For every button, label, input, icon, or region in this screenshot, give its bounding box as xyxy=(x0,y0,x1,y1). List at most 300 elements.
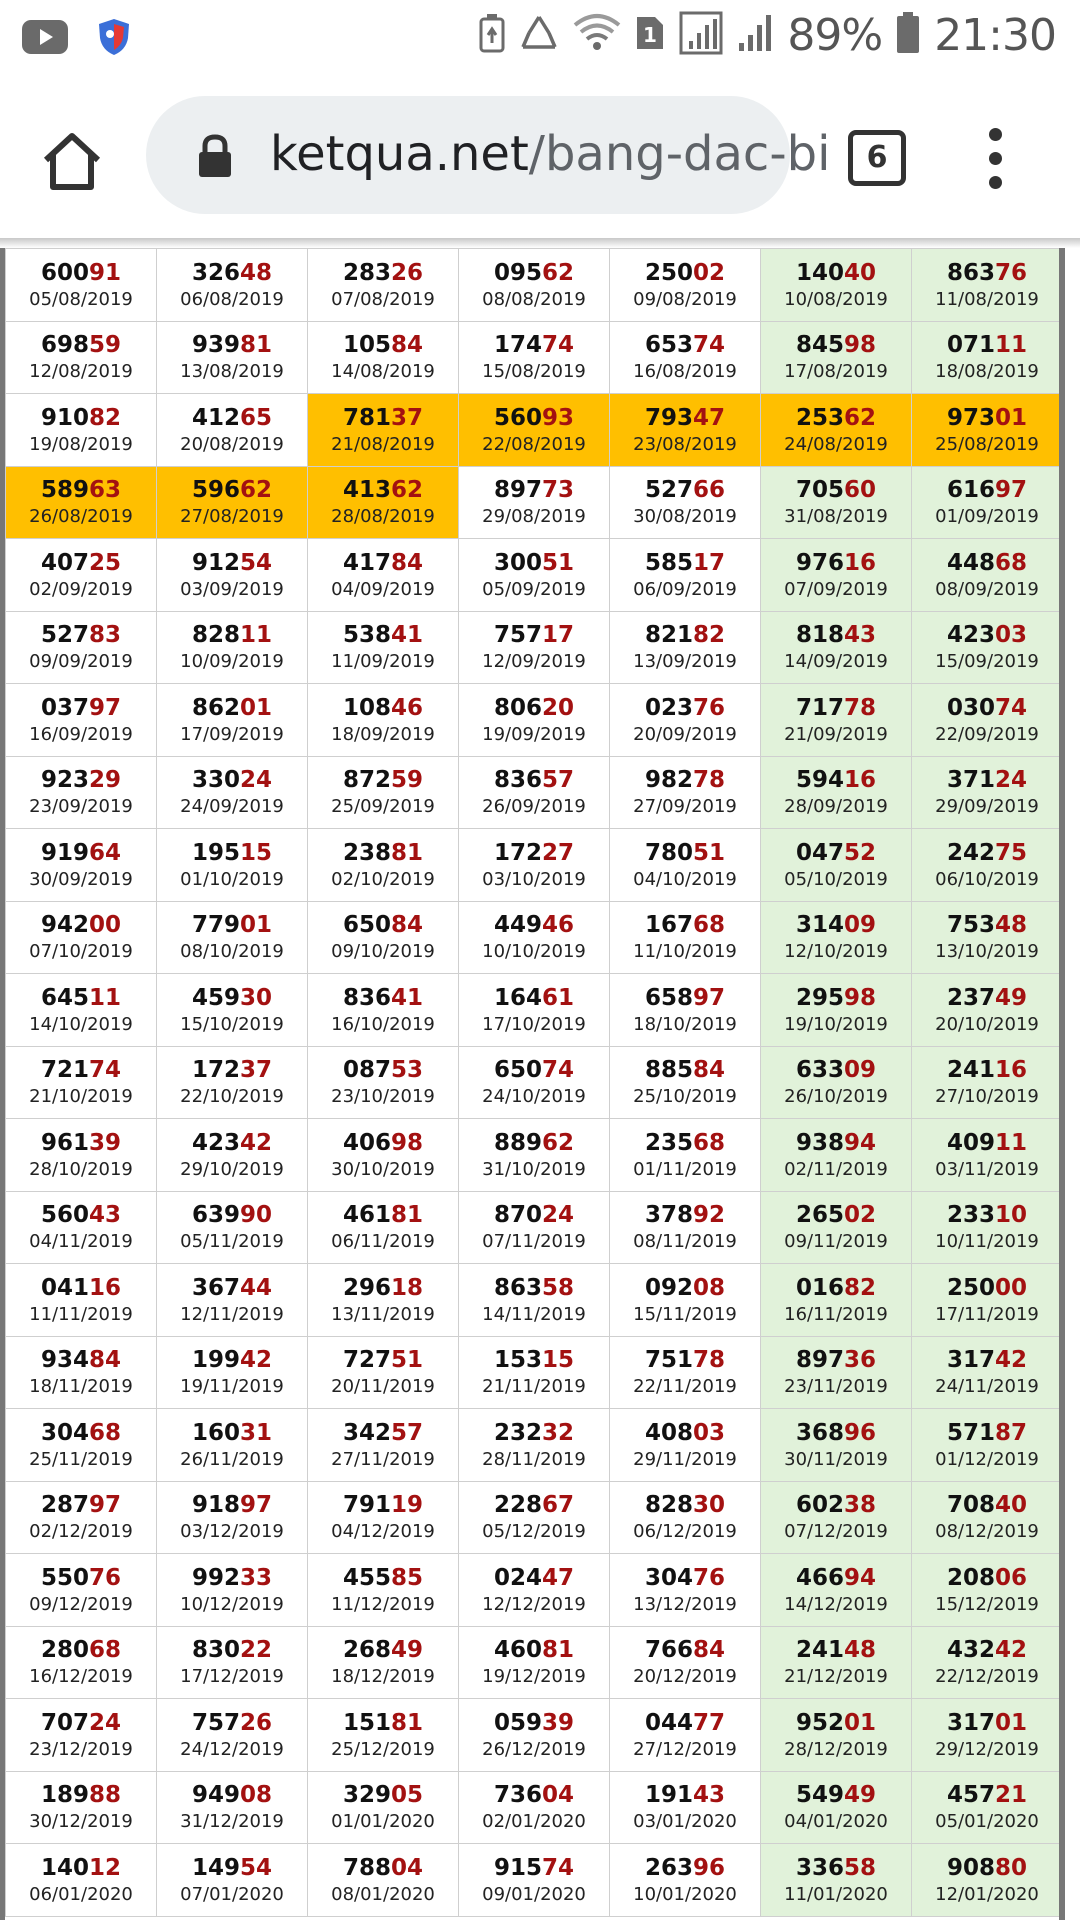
result-cell xyxy=(912,756,1063,829)
result-date: 21/08/2019 xyxy=(331,433,435,455)
result-cell xyxy=(761,829,912,902)
result-number-head: 751 xyxy=(644,1347,693,1374)
result-date: 16/08/2019 xyxy=(633,361,737,383)
result-number-head: 863 xyxy=(493,1274,542,1301)
result-number-tail: 84 xyxy=(89,1347,122,1374)
result-number xyxy=(761,983,911,1013)
result-number-tail: 25 xyxy=(89,549,122,576)
result-cell xyxy=(157,1844,308,1917)
result-number xyxy=(610,1563,760,1593)
result-number-tail: 43 xyxy=(89,1202,122,1229)
result-number xyxy=(610,620,760,650)
result-number-head: 250 xyxy=(946,1274,995,1301)
result-number xyxy=(308,1780,458,1810)
result-number-head: 268 xyxy=(342,1637,391,1664)
result-number-tail: 01 xyxy=(844,1709,877,1736)
result-number-head: 195 xyxy=(191,839,240,866)
result-number-tail: 60 xyxy=(844,477,877,504)
url-bar[interactable] xyxy=(146,96,831,214)
result-number-head: 650 xyxy=(342,912,391,939)
result-number-tail: 67 xyxy=(542,1492,575,1519)
result-number-head: 550 xyxy=(40,1564,89,1591)
table-row xyxy=(6,1119,1063,1192)
result-date: 17/09/2019 xyxy=(180,723,284,745)
result-number xyxy=(308,403,458,433)
result-number-head: 645 xyxy=(40,984,89,1011)
home-button[interactable] xyxy=(40,130,104,194)
result-cell xyxy=(6,756,157,829)
result-cell xyxy=(308,901,459,974)
result-number-head: 409 xyxy=(946,1129,995,1156)
result-number-head: 753 xyxy=(946,912,995,939)
result-number-head: 633 xyxy=(795,1057,844,1084)
result-number xyxy=(912,403,1062,433)
result-number-tail: 62 xyxy=(844,404,877,431)
result-date: 20/11/2019 xyxy=(331,1376,435,1398)
result-cell xyxy=(157,1046,308,1119)
result-number-head: 717 xyxy=(795,694,844,721)
result-number xyxy=(761,475,911,505)
result-number-head: 233 xyxy=(946,1202,995,1229)
result-number-head: 265 xyxy=(795,1202,844,1229)
result-cell xyxy=(610,1771,761,1844)
result-number-head: 087 xyxy=(342,1057,391,1084)
result-cell xyxy=(761,539,912,612)
result-number-tail: 08 xyxy=(693,1274,726,1301)
result-date: 06/11/2019 xyxy=(331,1231,435,1253)
result-number xyxy=(157,1418,307,1448)
result-date: 24/12/2019 xyxy=(180,1738,284,1760)
result-cell xyxy=(157,611,308,684)
result-number-head: 596 xyxy=(191,477,240,504)
result-cell xyxy=(610,974,761,1047)
result-number-tail: 30 xyxy=(240,984,273,1011)
result-number xyxy=(761,1128,911,1158)
result-number-head: 423 xyxy=(946,622,995,649)
result-number xyxy=(157,1490,307,1520)
result-date: 02/10/2019 xyxy=(331,868,435,890)
result-cell xyxy=(308,249,459,322)
results-table-container[interactable] xyxy=(0,248,1080,1920)
result-number xyxy=(610,1708,760,1738)
result-date: 14/11/2019 xyxy=(482,1303,586,1325)
result-number-head: 616 xyxy=(946,477,995,504)
result-cell xyxy=(157,1191,308,1264)
result-number-tail: 81 xyxy=(391,1709,424,1736)
youtube-icon xyxy=(22,20,68,59)
result-number xyxy=(6,1635,156,1665)
result-date: 15/08/2019 xyxy=(482,361,586,383)
result-cell xyxy=(157,1771,308,1844)
result-date: 28/10/2019 xyxy=(29,1158,133,1180)
result-number-head: 571 xyxy=(946,1419,995,1446)
result-number-tail: 51 xyxy=(391,1347,424,1374)
result-number xyxy=(308,838,458,868)
result-number-head: 030 xyxy=(946,694,995,721)
result-date: 13/11/2019 xyxy=(331,1303,435,1325)
url-text[interactable] xyxy=(270,126,831,182)
result-cell xyxy=(157,1554,308,1627)
result-number-head: 707 xyxy=(40,1709,89,1736)
result-number xyxy=(308,1635,458,1665)
table-row xyxy=(6,1264,1063,1337)
result-number-tail: 59 xyxy=(391,767,424,794)
result-date: 23/09/2019 xyxy=(29,796,133,818)
result-cell xyxy=(610,684,761,757)
result-date: 07/08/2019 xyxy=(331,288,435,310)
result-number-head: 885 xyxy=(644,1057,693,1084)
result-number-tail: 54 xyxy=(240,549,273,576)
result-number-tail: 91 xyxy=(89,259,122,286)
result-number-head: 560 xyxy=(493,404,542,431)
result-date: 04/01/2020 xyxy=(784,1811,888,1833)
result-cell xyxy=(761,394,912,467)
result-cell xyxy=(157,394,308,467)
result-number xyxy=(912,330,1062,360)
result-number-head: 806 xyxy=(493,694,542,721)
result-number-head: 250 xyxy=(644,259,693,286)
result-date: 12/12/2019 xyxy=(482,1593,586,1615)
result-date: 15/12/2019 xyxy=(935,1593,1039,1615)
result-date: 22/11/2019 xyxy=(633,1376,737,1398)
result-cell xyxy=(6,1264,157,1337)
toolbar-shadow xyxy=(0,238,1080,248)
result-number-head: 910 xyxy=(40,404,89,431)
result-number xyxy=(459,403,609,433)
result-date: 28/11/2019 xyxy=(482,1448,586,1470)
result-date: 26/12/2019 xyxy=(482,1738,586,1760)
result-number xyxy=(761,1780,911,1810)
result-cell xyxy=(308,1771,459,1844)
result-date: 12/09/2019 xyxy=(482,651,586,673)
result-date: 25/12/2019 xyxy=(331,1738,435,1760)
result-number-head: 095 xyxy=(493,259,542,286)
sim-1-icon xyxy=(635,15,665,56)
result-number-tail: 33 xyxy=(240,1564,273,1591)
result-number-head: 757 xyxy=(493,622,542,649)
result-number-head: 923 xyxy=(40,767,89,794)
home-icon xyxy=(40,130,104,194)
result-date: 19/11/2019 xyxy=(180,1376,284,1398)
result-number-head: 047 xyxy=(795,839,844,866)
result-number xyxy=(912,693,1062,723)
result-cell xyxy=(912,321,1063,394)
result-number-head: 253 xyxy=(795,404,844,431)
more-vert-icon[interactable] xyxy=(985,128,1005,198)
result-number-head: 650 xyxy=(493,1057,542,1084)
result-number-tail: 26 xyxy=(240,1709,273,1736)
result-number-tail: 04 xyxy=(542,1782,575,1809)
result-cell xyxy=(912,974,1063,1047)
result-cell xyxy=(459,394,610,467)
result-number-tail: 24 xyxy=(240,767,273,794)
result-number-head: 992 xyxy=(191,1564,240,1591)
result-number-tail: 48 xyxy=(844,1637,877,1664)
result-number-tail: 87 xyxy=(995,1419,1028,1446)
result-cell xyxy=(761,901,912,974)
result-number-tail: 68 xyxy=(693,912,726,939)
result-number xyxy=(6,1273,156,1303)
result-date: 22/09/2019 xyxy=(935,723,1039,745)
result-number xyxy=(610,403,760,433)
result-date: 04/10/2019 xyxy=(633,868,737,890)
result-number xyxy=(459,620,609,650)
table-row xyxy=(6,829,1063,902)
result-date: 17/11/2019 xyxy=(935,1303,1039,1325)
result-number xyxy=(157,983,307,1013)
result-number-head: 779 xyxy=(191,912,240,939)
result-number-tail: 16 xyxy=(844,767,877,794)
result-number-head: 698 xyxy=(40,332,89,359)
result-number xyxy=(157,1055,307,1085)
result-cell xyxy=(157,1699,308,1772)
tabs-button[interactable] xyxy=(848,130,906,186)
result-date: 08/11/2019 xyxy=(633,1231,737,1253)
result-number xyxy=(912,620,1062,650)
result-number-head: 432 xyxy=(946,1637,995,1664)
result-cell xyxy=(912,1844,1063,1917)
result-date: 28/09/2019 xyxy=(784,796,888,818)
result-cell xyxy=(459,611,610,684)
result-number-tail: 96 xyxy=(844,1419,877,1446)
result-date: 20/12/2019 xyxy=(633,1666,737,1688)
result-date: 08/01/2020 xyxy=(331,1883,435,1905)
table-row xyxy=(6,1699,1063,1772)
result-cell xyxy=(610,1409,761,1482)
result-date: 15/10/2019 xyxy=(180,1013,284,1035)
result-number-head: 317 xyxy=(946,1709,995,1736)
result-cell xyxy=(912,829,1063,902)
result-number-tail: 15 xyxy=(240,839,273,866)
result-number-tail: 00 xyxy=(89,912,122,939)
result-cell xyxy=(6,1554,157,1627)
result-number-tail: 00 xyxy=(995,1274,1028,1301)
result-number-tail: 76 xyxy=(693,694,726,721)
result-number-head: 788 xyxy=(342,1854,391,1881)
result-cell xyxy=(157,539,308,612)
result-number xyxy=(459,1418,609,1448)
result-number-head: 836 xyxy=(493,767,542,794)
result-number xyxy=(6,983,156,1013)
result-number-tail: 88 xyxy=(89,1782,122,1809)
result-number xyxy=(610,1635,760,1665)
result-number xyxy=(912,765,1062,795)
result-number xyxy=(610,1853,760,1883)
result-number-tail: 51 xyxy=(693,839,726,866)
result-date: 20/08/2019 xyxy=(180,433,284,455)
result-date: 21/10/2019 xyxy=(29,1086,133,1108)
result-date: 08/09/2019 xyxy=(935,578,1039,600)
result-number-tail: 84 xyxy=(693,1637,726,1664)
result-cell xyxy=(308,1481,459,1554)
result-number-tail: 49 xyxy=(844,1782,877,1809)
result-cell xyxy=(610,1191,761,1264)
browser-toolbar xyxy=(0,78,1080,238)
result-number-tail: 97 xyxy=(89,1492,122,1519)
result-number xyxy=(157,548,307,578)
result-number xyxy=(610,1273,760,1303)
result-number xyxy=(912,1635,1062,1665)
result-number-head: 938 xyxy=(795,1129,844,1156)
result-date: 04/12/2019 xyxy=(331,1521,435,1543)
result-date: 03/09/2019 xyxy=(180,578,284,600)
result-number xyxy=(157,1853,307,1883)
result-number-tail: 42 xyxy=(240,1347,273,1374)
result-number-tail: 68 xyxy=(995,549,1028,576)
result-number-tail: 73 xyxy=(542,477,575,504)
result-number xyxy=(610,1418,760,1448)
result-number xyxy=(6,838,156,868)
result-number xyxy=(157,330,307,360)
result-date: 05/08/2019 xyxy=(29,288,133,310)
result-number xyxy=(308,258,458,288)
result-number xyxy=(459,475,609,505)
result-number-head: 342 xyxy=(342,1419,391,1446)
result-number-head: 140 xyxy=(40,1854,89,1881)
result-cell xyxy=(912,1264,1063,1337)
result-number-tail: 84 xyxy=(391,549,424,576)
result-number xyxy=(308,1273,458,1303)
result-number-head: 961 xyxy=(40,1129,89,1156)
result-number-tail: 27 xyxy=(542,839,575,866)
tab-count: 6 xyxy=(866,140,888,175)
result-number xyxy=(308,620,458,650)
result-cell xyxy=(157,974,308,1047)
result-cell xyxy=(912,1771,1063,1844)
result-date: 19/10/2019 xyxy=(784,1013,888,1035)
result-number xyxy=(6,693,156,723)
result-date: 29/10/2019 xyxy=(180,1158,284,1180)
result-cell xyxy=(912,1481,1063,1554)
result-date: 07/10/2019 xyxy=(29,941,133,963)
result-cell xyxy=(308,1844,459,1917)
result-cell xyxy=(912,539,1063,612)
result-cell xyxy=(912,1554,1063,1627)
result-number-head: 781 xyxy=(342,404,391,431)
result-number-head: 314 xyxy=(795,912,844,939)
result-number-tail: 62 xyxy=(240,477,273,504)
result-number-tail: 03 xyxy=(693,1419,726,1446)
result-cell xyxy=(459,1699,610,1772)
result-number-head: 336 xyxy=(795,1854,844,1881)
result-number-head: 296 xyxy=(342,1274,391,1301)
result-cell xyxy=(308,1554,459,1627)
result-number-tail: 17 xyxy=(542,622,575,649)
result-number-tail: 20 xyxy=(542,694,575,721)
result-number-tail: 11 xyxy=(995,1129,1028,1156)
result-number xyxy=(459,1055,609,1085)
result-date: 04/11/2019 xyxy=(29,1231,133,1253)
result-date: 19/09/2019 xyxy=(482,723,586,745)
result-date: 03/12/2019 xyxy=(180,1521,284,1543)
result-number xyxy=(6,548,156,578)
result-number-head: 942 xyxy=(40,912,89,939)
result-date: 30/09/2019 xyxy=(29,868,133,890)
result-number-tail: 68 xyxy=(89,1637,122,1664)
result-number xyxy=(459,838,609,868)
result-date: 25/10/2019 xyxy=(633,1086,737,1108)
result-cell xyxy=(6,1336,157,1409)
result-date: 15/11/2019 xyxy=(633,1303,737,1325)
result-date: 01/01/2020 xyxy=(331,1811,435,1833)
result-number-tail: 43 xyxy=(844,622,877,649)
result-number-head: 237 xyxy=(946,984,995,1011)
result-date: 30/10/2019 xyxy=(331,1158,435,1180)
result-cell xyxy=(912,1191,1063,1264)
result-number-head: 412 xyxy=(191,404,240,431)
lock-icon[interactable] xyxy=(196,134,234,183)
result-number-head: 585 xyxy=(644,549,693,576)
result-number-head: 304 xyxy=(40,1419,89,1446)
result-date: 11/09/2019 xyxy=(331,651,435,673)
result-number-head: 367 xyxy=(191,1274,240,1301)
result-number xyxy=(157,693,307,723)
result-number-head: 232 xyxy=(493,1419,542,1446)
result-number xyxy=(761,910,911,940)
result-cell xyxy=(912,466,1063,539)
result-date: 18/10/2019 xyxy=(633,1013,737,1035)
result-number-tail: 76 xyxy=(89,1564,122,1591)
result-number-head: 151 xyxy=(342,1709,391,1736)
table-row xyxy=(6,974,1063,1047)
result-cell xyxy=(459,756,610,829)
result-date: 06/08/2019 xyxy=(180,288,284,310)
result-number xyxy=(610,1780,760,1810)
result-number xyxy=(6,475,156,505)
result-number-head: 024 xyxy=(493,1564,542,1591)
result-number xyxy=(308,1708,458,1738)
result-date: 25/08/2019 xyxy=(935,433,1039,455)
result-number-tail: 74 xyxy=(542,1057,575,1084)
result-number-head: 912 xyxy=(191,549,240,576)
result-date: 31/10/2019 xyxy=(482,1158,586,1180)
result-cell xyxy=(459,249,610,322)
result-number-tail: 61 xyxy=(542,984,575,1011)
result-cell xyxy=(6,1626,157,1699)
result-date: 20/09/2019 xyxy=(633,723,737,745)
result-number xyxy=(610,475,760,505)
result-cell xyxy=(308,394,459,467)
result-number-head: 705 xyxy=(795,477,844,504)
result-date: 12/11/2019 xyxy=(180,1303,284,1325)
result-date: 13/10/2019 xyxy=(935,941,1039,963)
result-date: 04/09/2019 xyxy=(331,578,435,600)
result-number-tail: 47 xyxy=(542,1564,575,1591)
result-number-head: 658 xyxy=(644,984,693,1011)
result-number-head: 423 xyxy=(191,1129,240,1156)
result-number xyxy=(157,1708,307,1738)
result-number-tail: 16 xyxy=(89,1274,122,1301)
result-number-head: 149 xyxy=(191,1854,240,1881)
result-number-head: 140 xyxy=(795,259,844,286)
result-number-head: 949 xyxy=(191,1782,240,1809)
result-number xyxy=(157,1128,307,1158)
result-number-head: 538 xyxy=(342,622,391,649)
table-row xyxy=(6,1336,1063,1409)
result-date: 29/09/2019 xyxy=(935,796,1039,818)
result-number-head: 889 xyxy=(493,1129,542,1156)
result-number xyxy=(610,1055,760,1085)
result-number-head: 830 xyxy=(191,1637,240,1664)
result-number-tail: 68 xyxy=(89,1419,122,1446)
result-number xyxy=(157,620,307,650)
result-number xyxy=(157,910,307,940)
result-number xyxy=(761,1853,911,1883)
result-number-tail: 58 xyxy=(844,1854,877,1881)
result-date: 27/08/2019 xyxy=(180,506,284,528)
result-date: 25/11/2019 xyxy=(29,1448,133,1470)
result-date: 02/12/2019 xyxy=(29,1521,133,1543)
